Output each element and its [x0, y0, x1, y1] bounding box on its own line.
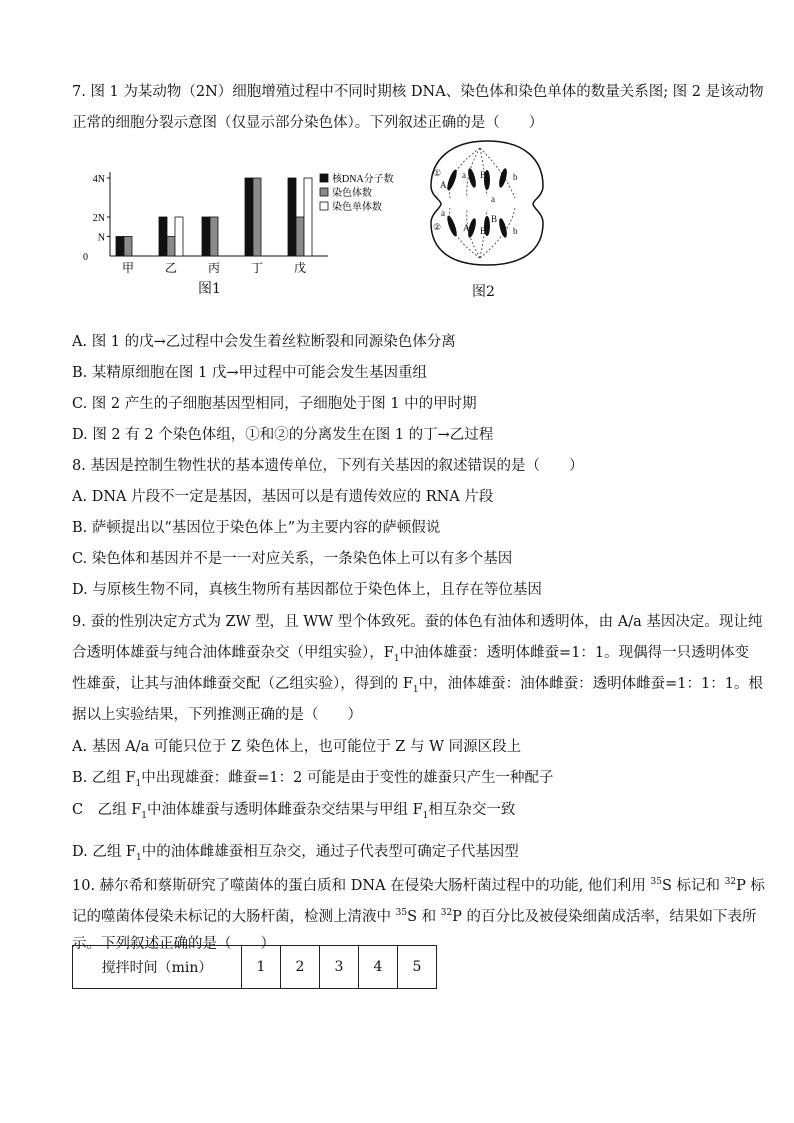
stirring-time-table: [72, 945, 437, 989]
fig2-label-A-top: A: [440, 180, 447, 190]
figure-1-caption: 图1: [198, 281, 221, 297]
x-tick-label: 丁: [250, 261, 264, 275]
figure-1-chart: [80, 160, 410, 290]
fig2-label-b-bottom: b: [513, 226, 518, 236]
figure-2-caption: 图2: [472, 284, 495, 300]
legend-swatch: [320, 174, 328, 182]
legend-label: 染色单体数: [332, 202, 382, 213]
table-row: [73, 946, 437, 989]
fig2-label-a-top: a: [462, 170, 466, 180]
cell-membrane: [431, 141, 543, 265]
fig2-label-1: ①: [433, 168, 442, 178]
fig2-label-B-bottom: B: [480, 226, 487, 236]
q7-option-b: B. 某精原细胞在图 1 戊→甲过程中可能会发生基因重组: [72, 364, 427, 381]
q10-stem-line2: 记的噬菌体侵染未标记的大肠杆菌，检测上清液中 $^{35}$S 和 $^{32}$P 的百分比及被侵染细菌成活率，结果如下表所: [72, 907, 757, 925]
q9-stem-line4: 据以上实验结果，下列推测正确的是（ ）: [72, 706, 362, 723]
q9-stem-line1: 9. 蚕的性别决定方式为 ZW 型，且 WW 型个体致死。蚕的体色有油体和透明体，由 A/a 基因决定。现让纯: [72, 613, 763, 630]
table-cell: 1: [242, 946, 281, 989]
fig2-label-a-left: a: [441, 208, 445, 218]
fig2-label-b-top: b: [513, 172, 518, 182]
q8-option-c: C. 染色体和基因并不是一一对应关系，一条染色体上可以有多个基因: [72, 550, 513, 567]
q10-stem-line3: 示。下列叙述正确的是（ ）: [72, 935, 275, 952]
table-cell: 3: [320, 946, 359, 989]
legend-label: 染色体数: [332, 188, 372, 199]
legend-swatch: [320, 202, 328, 210]
x-tick-label: 丙: [207, 261, 221, 275]
table-cell: 4: [359, 946, 398, 989]
q7-stem-line2: 正常的细胞分裂示意图（仅显示部分染色体）。下列叙述正确的是（ ）: [72, 114, 544, 131]
figure-2-cell-diagram: [425, 138, 550, 268]
fig2-label-A-bottom: A: [463, 223, 470, 233]
legend-label: 核DNA分子数: [332, 174, 394, 185]
q7-option-d: D. 图 2 有 2 个染色体组，①和②的分离发生在图 1 的丁→乙过程: [72, 426, 494, 443]
bar-戊-2: [304, 178, 312, 256]
x-tick-label: 乙: [164, 261, 178, 275]
spindle-fibers: [449, 148, 515, 258]
q7-option-a: A. 图 1 的戊→乙过程中会发生着丝粒断裂和同源染色体分离: [72, 333, 456, 350]
table-header-cell: 搅拌时间（min）: [73, 946, 242, 989]
q8-stem: 8. 基因是控制生物性状的基本遗传单位，下列有关基因的叙述错误的是（ ）: [72, 457, 584, 474]
y-tick-label: 2N: [92, 213, 105, 224]
fig2-label-2: ②: [433, 222, 442, 232]
bar-戊-0: [288, 178, 296, 256]
q8-option-a: A. DNA 片段不一定是基因，基因可以是有遗传效应的 RNA 片段: [72, 488, 494, 505]
q9-option-d: D. 乙组 $F_1$中的油体雌雄蚕相互杂交，通过子代表型可确定子代基因型: [72, 843, 519, 863]
x-tick-label: 甲: [121, 261, 135, 275]
fig2-label-B-top: B: [480, 170, 487, 180]
legend-swatch: [320, 188, 328, 196]
chromosomes-lower: [445, 215, 508, 239]
q8-option-b: B. 萨顿提出以“基因位于染色体上”为主要内容的萨顿假说: [72, 519, 441, 536]
q7-option-c: C. 图 2 产生的子细胞基因型相同，子细胞处于图 1 中的甲时期: [72, 395, 477, 412]
chromosomes-upper: [445, 168, 508, 192]
x-tick-label: 戊: [293, 261, 307, 275]
q8-option-d: D. 与原核生物不同，真核生物所有基因都位于染色体上，且存在等位基因: [72, 581, 542, 598]
bar-乙-0: [159, 217, 167, 256]
bar-丙-1: [210, 217, 218, 256]
y-tick-label: N: [97, 232, 105, 244]
bar-甲-1: [124, 237, 132, 257]
q9-stem-line2: 合透明体雄蚕与纯合油体雌蚕杂交（甲组实验），$F_1$中油体雄蚕：透明体雌蚕=1：1。现偶得一只透明体变: [72, 644, 750, 664]
bar-甲-0: [116, 237, 124, 257]
q10-stem-line1: 10. 赫尔希和蔡斯研究了噬菌体的蛋白质和 DNA 在侵染大肠杆菌过程中的功能, 他们利用 $^{35}$S 标记和 $^{32}$P 标: [72, 876, 765, 894]
bar-乙-2: [175, 217, 183, 256]
table-cell: 5: [398, 946, 437, 989]
fig2-label-B-mid: B: [491, 214, 498, 224]
q9-stem-line3: 性雄蚕，让其与油体雌蚕交配（乙组实验），得到的 $F_1$中，油体雄蚕：油体雌蚕：透明体雌蚕=1：1：1。根: [72, 675, 763, 695]
y-tick-label: 4N: [92, 174, 105, 185]
q9-option-c: C 乙组 $F_1$中油体雄蚕与透明体雌蚕杂交结果与甲组 $F_1$相互杂交一致: [72, 801, 516, 821]
table-cell: 2: [281, 946, 320, 989]
bar-丙-0: [202, 217, 210, 256]
y-tick-label: 0: [83, 252, 88, 263]
bar-丁-0: [245, 178, 253, 256]
q9-option-a: A. 基因 A/a 可能只位于 Z 染色体上，也可能位于 Z 与 W 同源区段上: [72, 738, 522, 755]
q7-stem-line1: 7. 图 1 为某动物（2N）细胞增殖过程中不同时期核 DNA、染色体和染色单体的数量关系图; 图 2 是该动物: [72, 83, 764, 100]
fig2-label-a-mid: a: [491, 194, 495, 204]
q9-option-b: B. 乙组 $F_1$中出现雄蚕：雌蚕=1：2 可能是由于变性的雄蚕只产生一种配子: [72, 769, 554, 789]
bar-乙-1: [167, 237, 175, 257]
bar-戊-1: [296, 217, 304, 256]
bar-丁-1: [253, 178, 261, 256]
